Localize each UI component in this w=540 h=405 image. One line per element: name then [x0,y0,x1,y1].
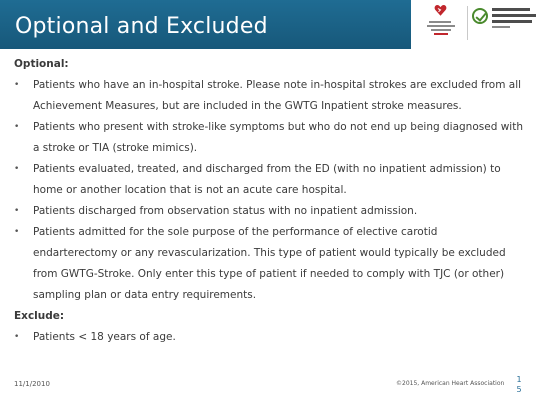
get-with-the-guidelines-logo [472,6,536,42]
list-item [14,222,524,306]
bullet-icon: • [14,122,20,132]
exclude-heading: Exclude: [14,310,65,322]
bullet-icon: • [14,332,20,342]
page-number-bottom: 5 [516,385,522,394]
list-item-text: Patients admitted for the sole purpose of the performance of elective carotid endarterectomy or any revascularization. This type of patient would typically be excluded from GWTG-Stroke. Only enter this type of patient if needed to comply with TJC (or other) sampling plan or data entry requirements. [33,226,506,301]
logo-divider [467,6,468,40]
footer-copyright: ©2015, American Heart Association [396,380,505,387]
slide-title: Optional and Excluded [15,14,268,39]
aha-wordmark [425,21,457,37]
list-item-text: Patients discharged from observation status with no inpatient admission. [33,205,418,217]
page-number-top: 1 [516,375,522,384]
list-item [14,117,524,159]
bullet-icon: • [14,206,20,216]
bullet-icon: • [14,227,20,237]
logo-area [411,0,540,49]
gwtg-wordmark [492,8,538,31]
list-item-text: Patients who have an in-hospital stroke. Please note in-hospital strokes are excluded from all Achievement Measures, but are included in the GWTG Inpatient stroke measures. [33,79,522,112]
list-item [14,75,524,117]
optional-heading: Optional: [14,58,69,70]
heart-icon [434,4,447,17]
list-item [14,327,524,348]
list-item-text: Patients evaluated, treated, and discharged from the ED (with no inpatient admission) to home or another location that is not an acute care hospital. [33,163,501,196]
page-number [514,375,524,395]
bullet-icon: • [14,164,20,174]
footer-date: 11/1/2010 [14,380,50,388]
bullet-icon: • [14,80,20,90]
optional-list [14,75,524,306]
slide-header [0,0,540,49]
list-item [14,201,524,222]
american-heart-association-logo [425,4,457,44]
exclude-list [14,327,524,348]
list-item [14,159,524,201]
list-item-text: Patients who present with stroke-like symptoms but who do not end up being diagnosed with a stroke or TIA (stroke mimics). [33,121,523,154]
slide-body [14,54,524,348]
checkmark-icon [472,8,488,24]
list-item-text: Patients < 18 years of age. [33,331,176,343]
